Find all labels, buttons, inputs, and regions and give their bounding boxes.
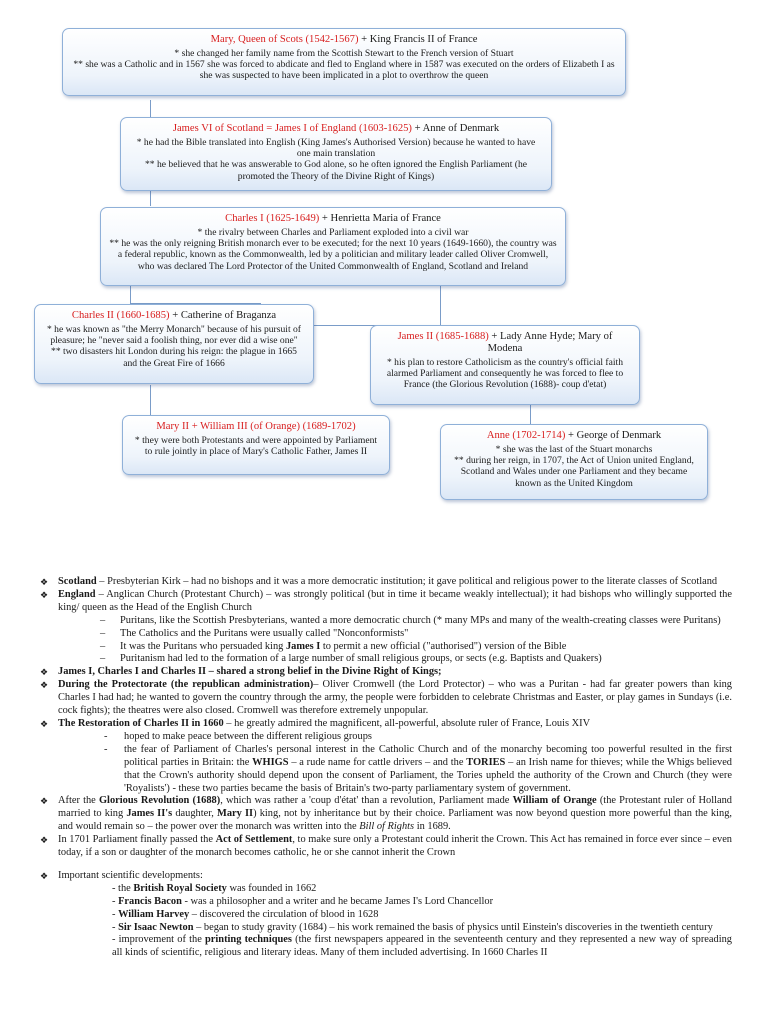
box-mary-queen-of-scots	[62, 28, 626, 96]
connector-line	[300, 285, 441, 326]
note-scotland: ❖ Scotland – Presbyterian Kirk – had no bishops and it was a more democratic institution; it gave political and religious power to the literate classes of Scotland	[40, 576, 718, 587]
box-title: Charles I (1625-1649)	[225, 213, 320, 224]
note-divine-right: ❖ James I, Charles I and Charles II – shared a strong belief in the Divine Right of Kings;	[40, 666, 442, 678]
note-sci-bacon: - Francis Bacon - was a philosopher and a writer and he became James I's Lord Chancellor	[112, 895, 494, 907]
box-note: * she was the last of the Stuart monarchs	[495, 444, 653, 455]
box-consort: + Henrietta Maria of France	[319, 213, 441, 224]
note-glorious-revolution: ❖ After the Glorious Revolution (1688), which was rather a 'coup d'état' than a revolution, Parliament made William of Orange (the Protestant ruler of Holland married to king James II's daughter, Mary II) king, not by inheritance but by their choice. Parliament was now beyond question more powerful than the king, and would remain so – the power over the monarch was written into the Bill of Rights in 1689.	[40, 795, 732, 833]
box-consort: + Catherine of Braganza	[169, 310, 277, 321]
diamond-bullet-icon: ❖	[40, 577, 49, 587]
note-sub-bible: – It was the Puritans who persuaded king James I to permit a new official ("authorised") version of the Bible	[100, 640, 567, 652]
diamond-bullet-icon: ❖	[40, 680, 49, 691]
diamond-bullet-icon: ❖	[40, 796, 49, 807]
box-anne	[440, 424, 708, 500]
note-sci-royal-society: - the British Royal Society was founded in 1662	[112, 882, 317, 894]
note-sub-puritans: – Puritans, like the Scottish Presbyterians, wanted a more democratic church (* many MPs and many of the wealth-creating classes were Puritans)	[100, 614, 721, 626]
note-restoration: ❖ The Restoration of Charles II in 1660 – he greatly admired the magnificent, all-powerful, absolute ruler of France, Louis XIV	[40, 717, 591, 729]
note-sub-nonconformists: – The Catholics and the Puritans were usually called "Nonconformists"	[100, 627, 409, 639]
box-james-i	[120, 117, 552, 191]
note-sub-peace: - hoped to make peace between the different religious groups	[104, 730, 372, 742]
connector-line	[130, 285, 261, 304]
diamond-bullet-icon: ❖	[40, 667, 49, 678]
notes-section	[40, 576, 732, 960]
note-sci-harvey: - William Harvey – discovered the circulation of blood in 1628	[112, 908, 379, 920]
box-note: * the rivalry between Charles and Parliament exploded into a civil war	[197, 227, 469, 238]
box-mary-ii-william-iii	[122, 415, 390, 475]
box-note: ** he was the only reigning British monarch ever to be executed; for the next 10 years (1649-1660), the country was a federal republic, known as the Commonwealth, led by a politician and military leader called Oliver Cromwell, who was declared The Lord Protector of the United Commonwealth of England, Scotland and Ireland	[109, 238, 557, 272]
box-title: Charles II (1660-1685)	[71, 310, 170, 321]
note-sci-printing: - improvement of the printing techniques (the first newspapers appeared in the seventeenth century and they represented a new way of spreading all kinds of scientific, religious and literary ideas. Many of them included advertising. In 1660 Charles II	[112, 934, 732, 959]
connector-line	[150, 190, 151, 206]
box-note: ** he believed that he was answerable to God alone, so he often ignored the English Parliament (he promoted the Theory of the Divine Right of Kings)	[144, 159, 528, 182]
diamond-bullet-icon: ❖	[40, 835, 49, 846]
note-sub-sects: – Puritanism had led to the formation of a large number of small religious groups, or sects (e.g. Baptists and Quakers)	[100, 653, 602, 665]
box-title: James II (1685-1688)	[397, 331, 489, 342]
connector-line	[530, 405, 531, 425]
box-consort: + King Francis II of France	[358, 34, 478, 45]
box-charles-i	[100, 207, 566, 286]
box-title: Mary II + William III (of Orange) (1689-1702)	[156, 421, 356, 432]
note-sci-newton: - Sir Isaac Newton – began to study gravity (1684) – his work remained the basis of physics until Einstein's discoveries in the twentieth century	[112, 921, 713, 933]
diamond-bullet-icon: ❖	[40, 589, 49, 600]
box-note: * they were both Protestants and were appointed by Parliament to rule jointly in place of Mary's Catholic Father, James II	[134, 435, 378, 458]
box-charles-ii	[34, 304, 314, 384]
box-title: James VI of Scotland = James I of England (1603-1625)	[172, 123, 412, 134]
box-consort: + George of Denmark	[565, 430, 662, 441]
diamond-bullet-icon: ❖	[40, 718, 49, 729]
box-note: * he had the Bible translated into English (King James's Authorised Version) because he wanted to have one main translation	[136, 137, 536, 160]
note-act-of-settlement: ❖ In 1701 Parliament finally passed the Act of Settlement, to make sure only a Protestant could inherit the Crown. This Act has remained in force ever since – even today, if a son or daughter of the monarch becomes catholic, he or she cannot inherit the Crown	[40, 834, 733, 859]
connector-line	[150, 100, 151, 118]
box-note: ** she was a Catholic and in 1567 she was forced to abdicate and fled to England where in 1587 was executed on the orders of Elizabeth I as she was suspected to have been implicated in a plot to overthrow the queen	[73, 59, 615, 82]
note-scientific-heading: ❖ Important scientific developments:	[40, 869, 203, 881]
box-note: * he was known as "the Merry Monarch" because of his pursuit of pleasure; he "never said a foolish thing, nor ever did a wise one"	[46, 324, 301, 347]
box-note: ** two disasters hit London during his reign: the plague in 1665 and the Great Fire of 1666	[51, 346, 297, 369]
box-note: ** during her reign, in 1707, the Act of Union united England, Scotland and Wales under one Parliament and they became known as the United Kingdom	[454, 455, 694, 489]
note-protectorate: ❖ During the Protectorate (the republican administration)– Oliver Cromwell (the Lord Protector) – who was a Puritan - had far greater powers than king Charles I had had; he wanted to govern the country through the army, the people were forbidden to celebrate Christmas and Easter, or play games in Sundays (i.e. cock fights); the theatres were also closed. Cromwell was therefore extremely unpopular.	[40, 679, 732, 717]
box-consort: + Anne of Denmark	[411, 123, 500, 134]
connector-line	[150, 385, 151, 415]
box-note: * she changed her family name from the Scottish Stewart to the French version of Stuart	[174, 48, 514, 59]
note-england: ❖ England – Anglican Church (Protestant Church) – was strongly political (but in time it became weakly intellectual); it had bishops who willingly supported the king/ queen as the Head of the English Church	[40, 588, 732, 613]
box-note: * his plan to restore Catholicism as the country's official faith alarmed Parliament and consequently he was forced to flee to France (the Glorious Revolution (1688)- coup d'etat)	[386, 357, 624, 391]
note-sub-parties: - the fear of Parliament of Charles's personal interest in the Catholic Church and of the monarchy becoming too powerful resulted in the first political parties in Britain: the WHIGS – a rude name for cattle drivers – and the TORIES – an Irish name for thieves; while the Whigs believed that the Crown's authority should depend upon the consent of Parliament, the Tories upheld the authority of the Crown and Church (they were 'Royalists') - these two parties became the basis of Britain's two-party parliamentary system of government.	[104, 743, 732, 794]
box-title: Anne (1702-1714)	[486, 430, 566, 441]
box-consort: + Lady Anne Hyde; Mary of Modena	[487, 331, 613, 354]
box-james-ii	[370, 325, 640, 405]
box-title: Mary, Queen of Scots (1542-1567)	[210, 34, 359, 45]
diamond-bullet-icon: ❖	[40, 870, 49, 881]
